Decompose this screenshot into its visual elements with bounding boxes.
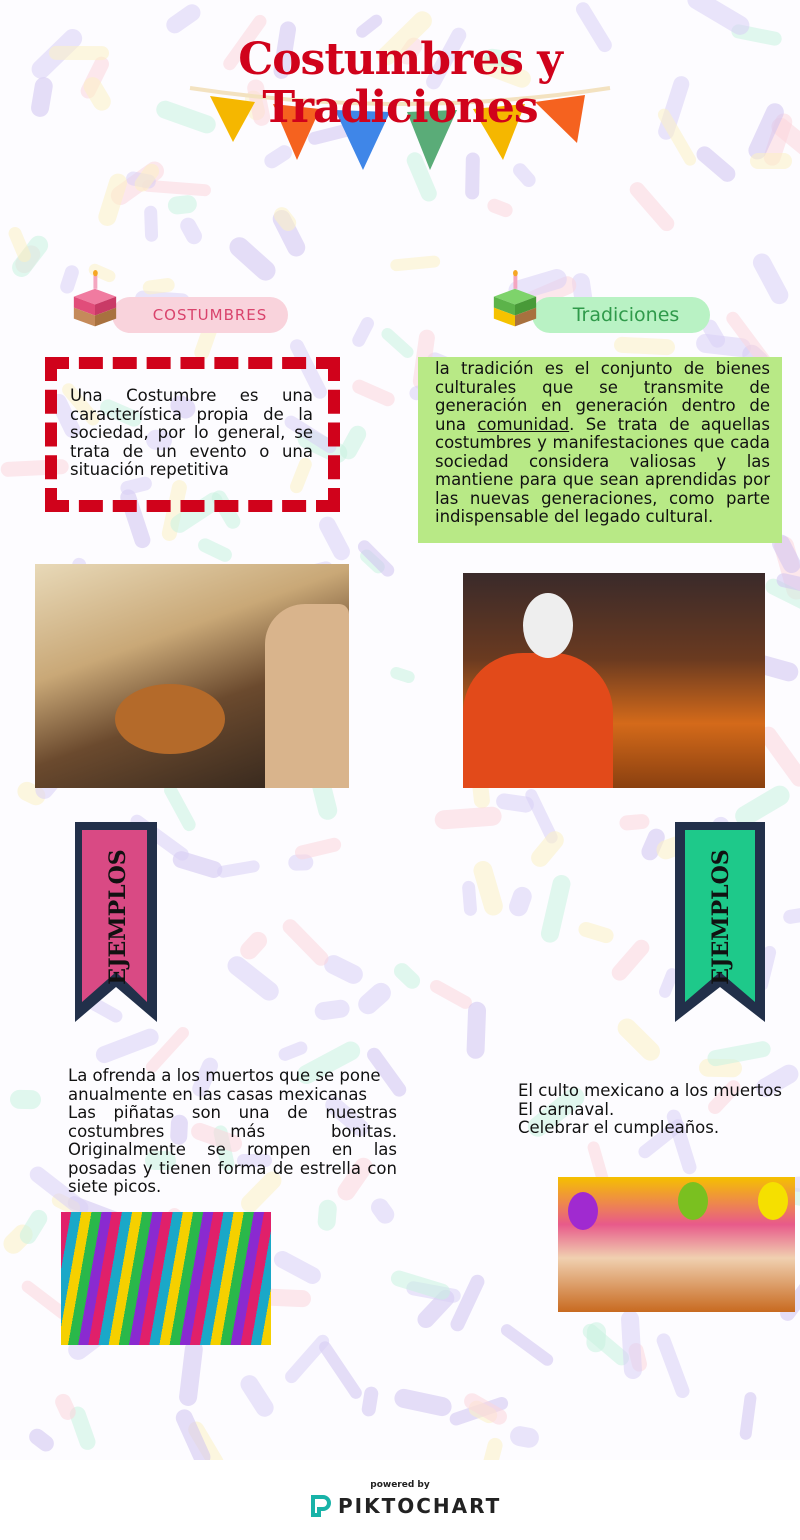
- confetti-stroke: [539, 873, 572, 945]
- confetti-stroke: [317, 1199, 337, 1231]
- confetti-stroke: [237, 1372, 277, 1421]
- confetti-stroke: [277, 1040, 310, 1063]
- confetti-stroke: [480, 1436, 504, 1460]
- confetti-stroke: [614, 1014, 664, 1064]
- confetti-stroke: [750, 153, 792, 169]
- ejemplos-banner-tradiciones: [675, 822, 765, 1027]
- example-item: El carnaval.: [518, 1099, 615, 1119]
- confetti-stroke: [486, 197, 516, 220]
- example-item: El culto mexicano a los muertos: [518, 1081, 782, 1100]
- title-line-1: Costumbres y: [238, 34, 562, 85]
- confetti-stroke: [466, 1002, 486, 1059]
- tradiciones-examples: [518, 1082, 788, 1138]
- confetti-stroke: [295, 837, 343, 861]
- day-of-dead-altar-photo: [463, 573, 765, 788]
- tradiciones-label-text: Tradiciones: [572, 304, 680, 326]
- confetti-stroke: [314, 999, 351, 1021]
- confetti-stroke: [162, 781, 198, 833]
- confetti-stroke: [739, 1391, 757, 1440]
- powered-by-text: powered by: [370, 1480, 430, 1490]
- costumbres-label: [112, 297, 288, 333]
- confetti-stroke: [506, 884, 534, 919]
- confetti-stroke: [178, 1339, 204, 1407]
- confetti-stroke: [225, 233, 279, 285]
- confetti-stroke: [350, 315, 376, 350]
- confetti-stroke: [282, 1333, 331, 1387]
- title-line-2: Tradiciones: [262, 82, 538, 133]
- definition-text: . Se trata de aquellas costumbres y manifestaciones que cada sociedad considera valiosas y las mantiene para que sean aprendidas por las nuevas generaciones, como parte indispensable del legado cultural.: [435, 414, 770, 526]
- page-title: [200, 36, 600, 132]
- comunidad-link[interactable]: comunidad: [477, 414, 570, 434]
- confetti-stroke: [49, 46, 109, 60]
- footer: [0, 1460, 800, 1540]
- confetti-stroke: [316, 513, 353, 563]
- confetti-stroke: [271, 1248, 324, 1287]
- piktochart-logo-icon: [310, 1494, 332, 1518]
- confetti-stroke: [178, 215, 206, 247]
- confetti-stroke: [26, 1425, 57, 1454]
- confetti-stroke: [224, 953, 283, 1006]
- example-item: Celebrar el cumpleaños.: [518, 1118, 720, 1137]
- tradiciones-label: [532, 297, 710, 333]
- confetti-stroke: [388, 666, 415, 685]
- confetti-stroke: [144, 205, 159, 241]
- confetti-stroke: [390, 960, 423, 992]
- ejemplos-label: EJEMPLOS: [708, 849, 734, 985]
- confetti-stroke: [626, 179, 677, 234]
- confetti-stroke: [693, 143, 738, 185]
- confetti-stroke: [608, 936, 652, 984]
- confetti-stroke: [619, 814, 651, 831]
- confetti-stroke: [196, 536, 234, 564]
- confetti-stroke: [508, 1424, 540, 1449]
- confetti-stroke: [10, 1089, 41, 1109]
- confetti-stroke: [368, 1195, 399, 1228]
- confetti-stroke: [362, 1386, 380, 1418]
- confetti-stroke: [167, 194, 198, 215]
- costumbres-definition: Una Costumbre es una característica propia de la sociedad, por lo general, se trata de un evento o una situación repetitiva: [70, 386, 313, 479]
- definition-text: la tradición es el conjunto de bienes culturales que se transmite de generación en generación dentro de una: [435, 359, 770, 434]
- confetti-stroke: [163, 1, 204, 37]
- piktochart-brand: PIKTOCHART: [338, 1494, 502, 1518]
- confetti-stroke: [355, 979, 396, 1018]
- confetti-stroke: [655, 1331, 692, 1400]
- ejemplos-banner-costumbres: [67, 822, 157, 1027]
- ejemplos-label: EJEMPLOS: [105, 849, 131, 985]
- confetti-stroke: [279, 916, 331, 969]
- confetti-stroke: [527, 828, 567, 871]
- confetti-stroke: [499, 1322, 556, 1369]
- confetti-stroke: [586, 1321, 607, 1352]
- confetti-stroke: [750, 250, 792, 307]
- confetti-stroke: [577, 920, 616, 945]
- confetti-stroke: [684, 0, 753, 38]
- confetti-stroke: [392, 1387, 453, 1418]
- confetti-stroke: [614, 336, 676, 355]
- cake-icon: [488, 270, 542, 328]
- confetti-stroke: [351, 377, 398, 408]
- example-item: La ofrenda a los muertos que se pone anualmente en las casas mexicanas: [68, 1066, 381, 1104]
- confetti-stroke: [434, 806, 502, 830]
- costumbres-examples: [68, 1067, 397, 1197]
- piktochart-logo[interactable]: [310, 1494, 501, 1518]
- pinatas-photo: [61, 1212, 271, 1345]
- confetti-stroke: [379, 325, 416, 360]
- costumbres-label-text: COSTUMBRES: [152, 306, 268, 324]
- confetti-stroke: [462, 880, 478, 916]
- confetti-stroke: [30, 76, 54, 118]
- confetti-stroke: [216, 859, 260, 878]
- confetti-stroke: [337, 422, 369, 462]
- confetti-stroke: [389, 255, 440, 272]
- birthday-party-photo: [558, 1177, 795, 1312]
- confetti-stroke: [621, 1310, 642, 1380]
- cake-icon: [68, 270, 122, 328]
- tradiciones-definition: [435, 360, 770, 527]
- family-dinner-photo: [35, 564, 349, 788]
- example-item: Las piñatas son una de nuestras costumbres más bonitas. Originalmente se rompen en las posadas y tienen forma de estrella con siete picos.: [68, 1103, 397, 1196]
- confetti-stroke: [782, 907, 800, 925]
